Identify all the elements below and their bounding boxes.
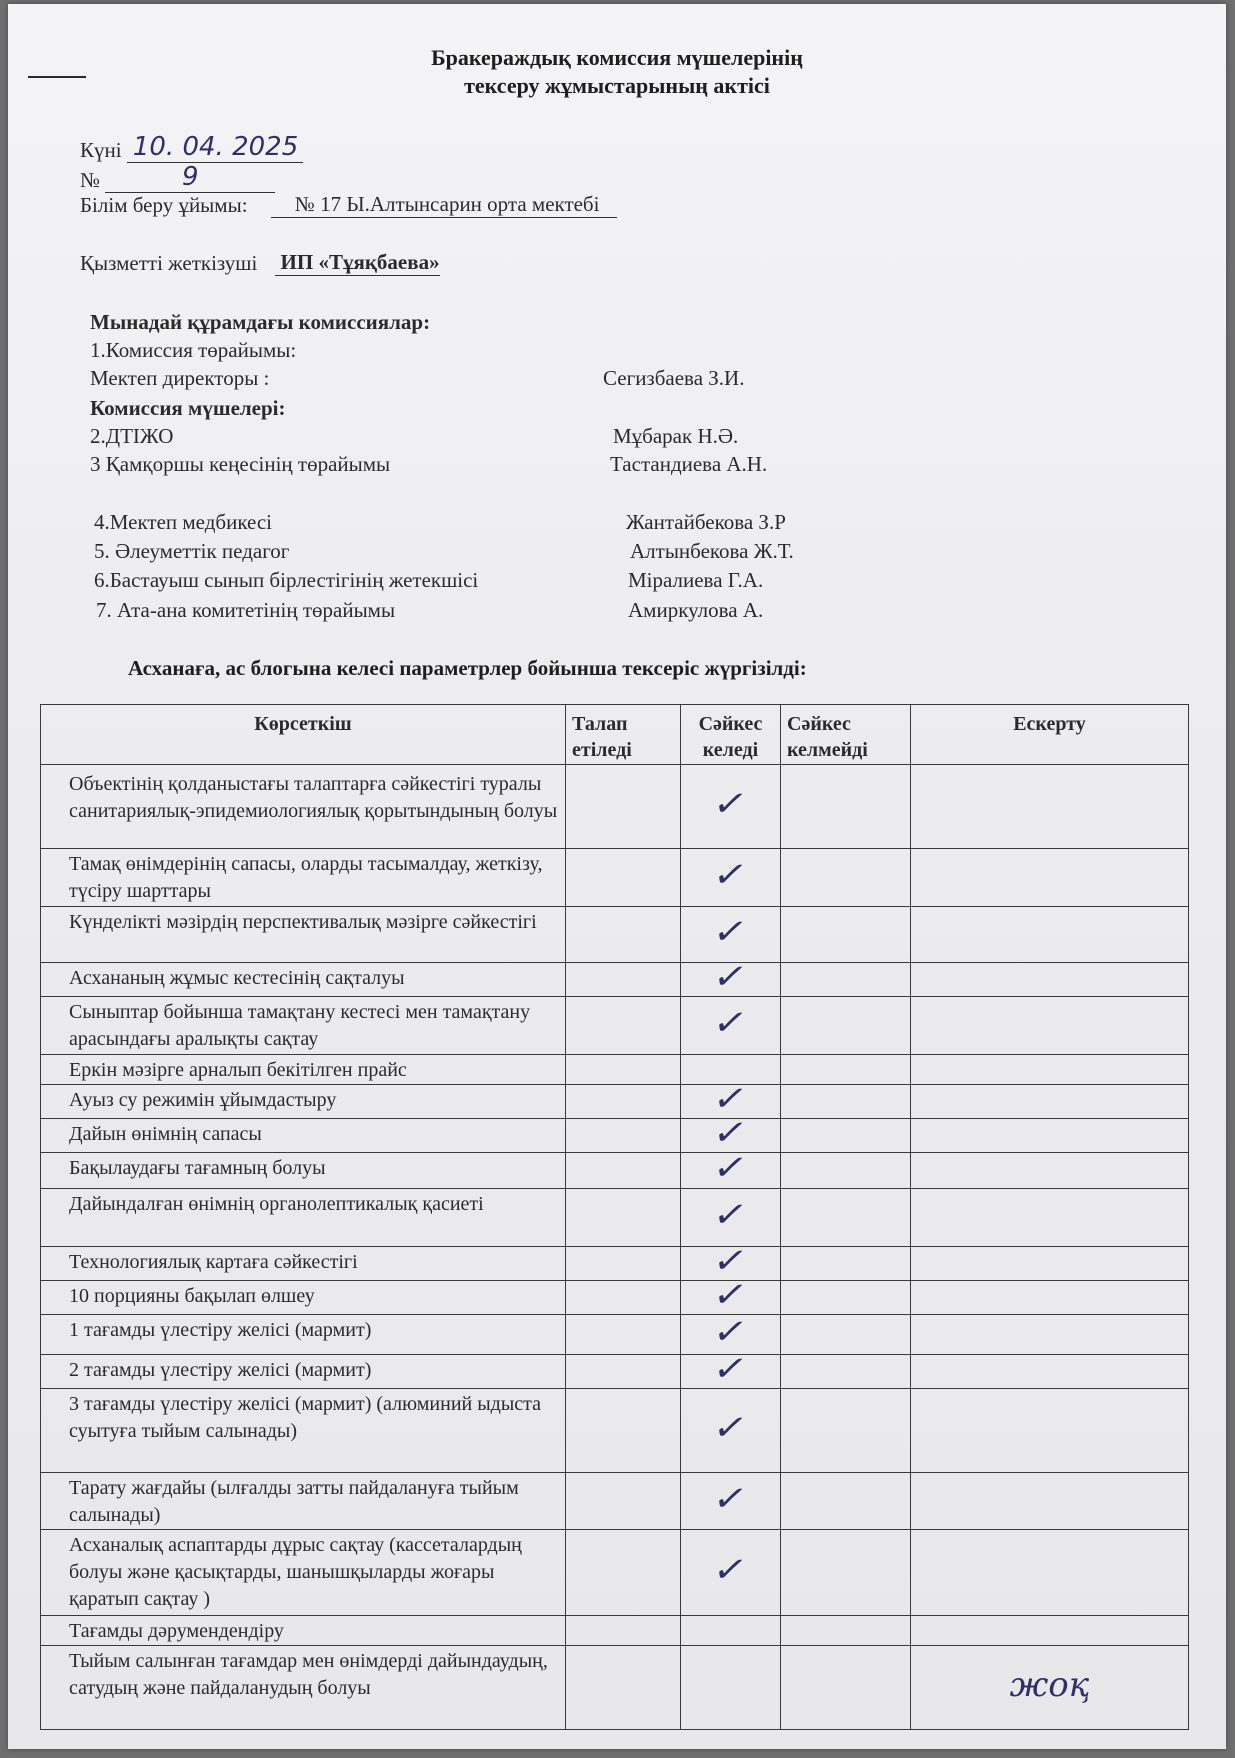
member-role: 5. Әлеуметтік педагог [94,539,290,563]
table-header-row [41,705,1189,765]
table-row [41,849,1189,907]
indicator-cell: Тыйым салынған тағамдар мен өнімдерді дайындаудың, сатудың және пайдаланудың болуы [41,1646,566,1730]
noncompliant-cell [781,1473,911,1530]
check-mark-icon: ✓ [709,1113,752,1153]
document-page [8,4,1226,1749]
date-field [80,132,303,163]
noncompliant-cell [781,1315,911,1355]
noncompliant-cell [781,907,911,963]
required-cell [566,849,681,907]
required-cell [566,765,681,849]
section-heading: Асханаға, ас блогына келесі параметрлер бойынша тексеріс жүргізілді: [128,656,807,680]
note-cell [911,1530,1189,1616]
check-mark-icon: ✓ [709,1312,752,1352]
check-mark-icon: ✓ [709,1195,752,1235]
compliant-cell [681,1148,781,1189]
table-row [41,1281,1189,1315]
table-row [41,1055,1189,1085]
member-name: Алтынбекова Ж.Т. [630,539,794,563]
indicator-cell: 3 тағамды үлестіру желісі (мармит) (алюминий ыдыста суытуға тыйым салынады) [41,1389,566,1473]
note-cell [911,907,1189,963]
supplier-label: Қызметті жеткізуші [80,251,258,275]
organization-value: № 17 Ы.Алтынсарин орта мектебі [271,192,618,218]
indicator-cell: Объектінің қолданыстағы талаптарға сәйкестігі туралы санитариялық-эпидемиологиялық қорытындының болуы [41,765,566,849]
check-mark-icon: ✓ [709,1079,752,1119]
indicator-cell: Технологиялық картаға сәйкестігі [41,1247,566,1281]
noncompliant-cell [781,1616,911,1646]
title-line-2: тексеру жұмыстарының актісі [464,73,770,98]
required-cell [566,1646,681,1730]
member-name: Амиркулова А. [628,598,764,622]
table-row [41,1530,1189,1616]
indicator-cell: Еркін мәзірге арналып бекітілген прайс [41,1055,566,1085]
handwritten-note: жоқ [1009,1664,1090,1705]
note-cell [911,1189,1189,1247]
table-row [41,1616,1189,1646]
check-mark-icon: ✓ [709,1275,752,1315]
indicator-cell: 1 тағамды үлестіру желісі (мармит) [41,1315,566,1355]
required-cell [566,1055,681,1085]
date-value: 10. 04. 2025 [127,132,303,163]
compliant-cell [681,1389,781,1473]
noncompliant-cell [781,1247,911,1281]
indicator-cell: Тамақ өнімдерінің сапасы, оларды тасымалдау, жеткізу, түсіру шарттары [41,849,566,907]
member-role: 6.Бастауыш сынып бірлестігінің жетекшісі [94,568,479,592]
indicator-cell: Асханалық аспаптарды дұрыс сақтау (кассеталардың болуы және қасықтарды, шанышқыларды жоғары қаратып сақтау ) [41,1530,566,1616]
table-row [41,1389,1189,1473]
inspection-table [40,704,1189,1730]
indicator-cell: Күнделікті мәзірдің перспективалық мәзірге сәйкестігі [41,907,566,963]
note-cell [911,765,1189,849]
required-cell [566,1085,681,1119]
check-mark-icon: ✓ [709,1349,752,1389]
noncompliant-cell [781,765,911,849]
noncompliant-cell [781,849,911,907]
required-cell [566,907,681,963]
indicator-cell: Ауыз су режимін ұйымдастыру [41,1085,566,1119]
check-mark-icon: ✓ [709,912,752,952]
date-label: Күні [80,138,122,162]
required-cell [566,1281,681,1315]
header-compliant: Сәйкес келеді [681,705,781,765]
note-cell [911,1119,1189,1153]
number-value: 9 [105,162,275,193]
check-mark-icon: ✓ [709,855,752,895]
note-cell [911,963,1189,997]
noncompliant-cell [781,1530,911,1616]
member-name: Міралиева Г.А. [628,568,764,592]
table-row [41,1473,1189,1530]
table-row [41,1315,1189,1355]
note-cell [911,1085,1189,1119]
noncompliant-cell [781,1055,911,1085]
compliant-cell [681,765,781,849]
compliant-cell [681,1616,781,1646]
document-title [8,44,1226,100]
noncompliant-cell [781,997,911,1055]
noncompliant-cell [781,1646,911,1730]
note-cell [911,1389,1189,1473]
header-required: Талап етіледі [566,705,681,765]
required-cell [566,997,681,1055]
member-role: 7. Ата-ана комитетінің төрайымы [96,598,396,622]
table-row [41,1247,1189,1281]
note-cell [911,997,1189,1055]
note-cell [911,1616,1189,1646]
note-cell [911,1281,1189,1315]
supplier-value: ИП «Тұяқбаева» [275,250,440,276]
table-row [41,1355,1189,1389]
members-heading: Комиссия мүшелері: [90,396,286,420]
compliant-cell [681,907,781,963]
compliant-cell [681,997,781,1055]
indicator-cell: Тарату жағдайы (ылғалды затты пайдалануға тыйым салынады) [41,1473,566,1530]
note-cell [911,1055,1189,1085]
compliant-cell [681,1189,781,1247]
check-mark-icon: ✓ [709,784,752,824]
required-cell [566,1119,681,1153]
required-cell [566,1389,681,1473]
required-cell [566,1153,681,1189]
indicator-cell: Дайын өнімнің сапасы [41,1119,566,1153]
chair-role: Мектеп директоры : [90,366,270,390]
member-role: 4.Мектеп медбикесі [94,510,272,534]
indicator-cell: Сыныптар бойынша тамақтану кестесі мен тамақтану арасындағы аралықты сақтау [41,997,566,1055]
table-row [41,765,1189,849]
organization-field [80,192,617,218]
header-note: Ескерту [911,705,1189,765]
noncompliant-cell [781,1355,911,1389]
header-indicator: Көрсеткіш [41,705,566,765]
indicator-cell: Тағамды дәрумендендіру [41,1616,566,1646]
note-cell [911,1473,1189,1530]
chair-name: Сегизбаева З.И. [603,366,745,390]
noncompliant-cell [781,963,911,997]
note-cell [911,1646,1189,1730]
indicator-cell: Дайындалған өнімнің органолептикалық қасиеті [41,1189,566,1247]
number-field [80,162,275,193]
note-cell [911,1355,1189,1389]
indicator-cell: 2 тағамды үлестіру желісі (мармит) [41,1355,566,1389]
required-cell [566,1530,681,1616]
member-name: Мұбарак Н.Ә. [613,424,739,448]
indicator-cell: Асхананың жұмыс кестесінің сақталуы [41,963,566,997]
indicator-cell: 10 порцияны бақылап өлшеу [41,1281,566,1315]
compliant-cell [681,1530,781,1616]
check-mark-icon: ✓ [709,957,752,997]
check-mark-icon: ✓ [709,1478,752,1519]
note-cell [911,1315,1189,1355]
noncompliant-cell [781,1085,911,1119]
compliant-cell [681,1349,781,1389]
title-line-1: Бракераждық комиссия мүшелерінің [431,45,803,70]
table-row [41,997,1189,1055]
table-row [41,907,1189,963]
required-cell [566,1189,681,1247]
check-mark-icon: ✓ [709,1148,752,1188]
member-role: 2.ДТІЖО [90,424,174,448]
table-row [41,963,1189,997]
table-row [41,1153,1189,1189]
number-label: № [80,168,101,192]
check-mark-icon: ✓ [709,1408,752,1448]
member-role: 3 Қамқоршы кеңесінің төрайымы [90,452,391,476]
table-row [41,1189,1189,1247]
noncompliant-cell [781,1119,911,1153]
compliant-cell [681,849,781,907]
note-cell [911,849,1189,907]
required-cell [566,1355,681,1389]
commission-heading: Мынадай құрамдағы комиссиялар: [90,310,431,334]
required-cell [566,1473,681,1530]
noncompliant-cell [781,1281,911,1315]
organization-label: Білім беру ұйымы: [80,193,248,217]
member-name: Жантайбекова З.Р [626,510,786,534]
header-noncompliant: Сәйкес келмейді [781,705,911,765]
compliant-cell [681,1473,781,1530]
check-mark-icon: ✓ [709,1003,752,1043]
supplier-field [80,250,440,276]
required-cell [566,1315,681,1355]
chair-heading: 1.Комиссия төрайымы: [90,338,297,362]
required-cell [566,1616,681,1646]
compliant-cell [681,1275,781,1315]
required-cell [566,963,681,997]
note-cell [911,1153,1189,1189]
compliant-cell [681,957,781,997]
member-name: Тастандиева А.Н. [610,452,768,476]
indicator-cell: Бақылаудағы тағамның болуы [41,1153,566,1189]
note-cell [911,1247,1189,1281]
noncompliant-cell [781,1153,911,1189]
noncompliant-cell [781,1189,911,1247]
compliant-cell [681,1646,781,1730]
required-cell [566,1247,681,1281]
table-row [41,1085,1189,1119]
noncompliant-cell [781,1389,911,1473]
table-row [41,1646,1189,1730]
table-row [41,1119,1189,1153]
check-mark-icon: ✓ [709,1550,752,1590]
check-mark-icon: ✓ [709,1241,752,1281]
